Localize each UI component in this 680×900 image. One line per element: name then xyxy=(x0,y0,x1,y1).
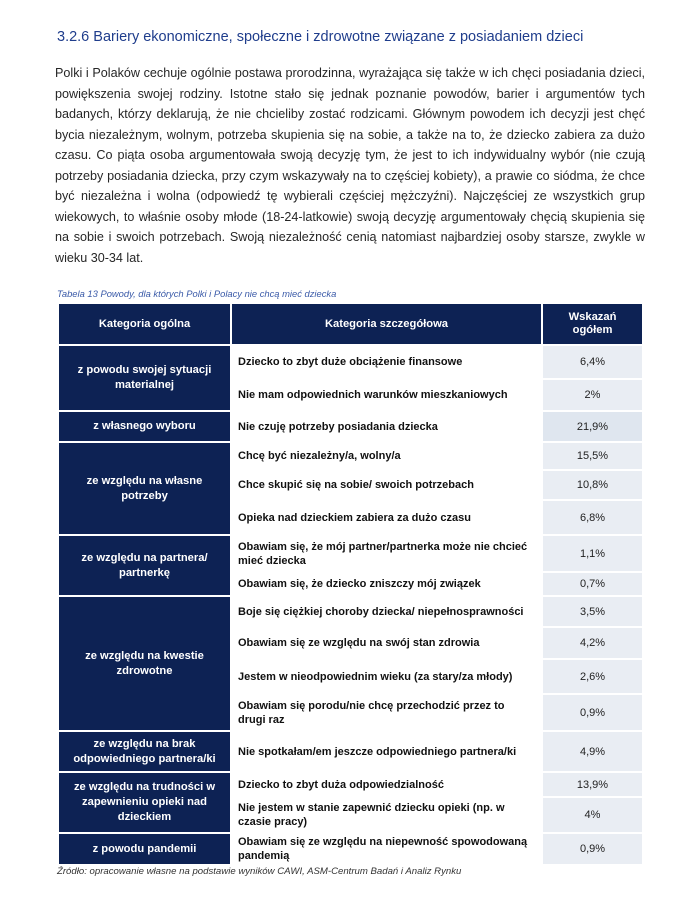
value-cell: 2% xyxy=(542,379,643,411)
value-cell: 3,5% xyxy=(542,596,643,627)
value-cell: 4,2% xyxy=(542,627,643,659)
detailed-category-cell: Obawiam się, że mój partner/partnerka może nie chcieć mieć dziecka xyxy=(231,535,542,572)
detailed-category-cell: Nie jestem w stanie zapewnić dziecku opieki (np. w czasie pracy) xyxy=(231,797,542,833)
value-cell: 13,9% xyxy=(542,772,643,797)
detailed-category-cell: Obawiam się porodu/nie chcę przechodzić przez to drugi raz xyxy=(231,694,542,731)
general-category-cell: ze względu na kwestie zdrowotne xyxy=(58,596,231,731)
value-cell: 4,9% xyxy=(542,731,643,772)
detailed-category-cell: Opieka nad dzieckiem zabiera za dużo czasu xyxy=(231,500,542,535)
detailed-category-cell: Obawiam się, że dziecko zniszczy mój związek xyxy=(231,572,542,596)
detailed-category-cell: Nie czuję potrzeby posiadania dziecka xyxy=(231,411,542,442)
detailed-category-cell: Obawiam się ze względu na niepewność spowodowaną pandemią xyxy=(231,833,542,865)
table-row xyxy=(58,535,643,572)
general-category-cell: ze względu na partnera/ partnerkę xyxy=(58,535,231,596)
value-cell: 4% xyxy=(542,797,643,833)
header-general-category: Kategoria ogólna xyxy=(58,303,231,345)
general-category-cell: z powodu swojej sytuacji materialnej xyxy=(58,345,231,411)
general-category-cell: z własnego wyboru xyxy=(58,411,231,442)
section-title: 3.2.6 Bariery ekonomiczne, społeczne i zdrowotne związane z posiadaniem dzieci xyxy=(57,29,584,45)
value-cell: 6,4% xyxy=(542,345,643,379)
table-header-row xyxy=(58,303,643,345)
table-row xyxy=(58,596,643,627)
value-cell: 0,9% xyxy=(542,833,643,865)
detailed-category-cell: Boje się ciężkiej choroby dziecka/ niepełnosprawności xyxy=(231,596,542,627)
table-row xyxy=(58,442,643,470)
detailed-category-cell: Jestem w nieodpowiednim wieku (za stary/za młody) xyxy=(231,659,542,694)
detailed-category-cell: Chce skupić się na sobie/ swoich potrzebach xyxy=(231,470,542,500)
detailed-category-cell: Obawiam się ze względu na swój stan zdrowia xyxy=(231,627,542,659)
detailed-category-cell: Nie mam odpowiednich warunków mieszkaniowych xyxy=(231,379,542,411)
value-cell: 1,1% xyxy=(542,535,643,572)
body-paragraph: Polki i Polaków cechuje ogólnie postawa prorodzinna, wyrażająca się także w ich chęci posiadania dzieci, powiększenia swojej rodziny. Istotne stało się jednak poznanie powodów, barier i argumentów tych badanych, którzy deklarują, że nie chcieliby zostać rodzicami. Głównym powodem ich decyzji jest chęć bycia niezależnym, wolnym, potrzeba skupienia się na sobie, a także na to, że dziecko zabiera za dużo czasu. Co piąta osoba argumentowała swoją decyzję tym, że jest to ich indywidualny wybór (nie czują potrzeby posiadania dziecka, przy czym wskazywały na to częściej kobiety), a prawie co siódma, że chce być niezależna i wolna (odpowiedź tę wybierali częściej mężczyźni). Najczęściej ze wszystkich grup wiekowych, to właśnie osoby młode (18-24-latkowie) swoją decyzję argumentowały chęcią skupienia się na sobie i swoich potrzebach. Swoją niezależność cenią natomiast najbardziej osoby starsze, zwykle w wieku 30-34 lat. xyxy=(55,66,645,265)
detailed-category-cell: Chcę być niezależny/a, wolny/a xyxy=(231,442,542,470)
table-caption: Tabela 13 Powody, dla których Polki i Polacy nie chcą mieć dziecka xyxy=(57,288,337,299)
general-category-cell: ze względu na własne potrzeby xyxy=(58,442,231,535)
detailed-category-cell: Dziecko to zbyt duża odpowiedzialność xyxy=(231,772,542,797)
general-category-cell: ze względu na trudności w zapewnieniu opieki nad dzieckiem xyxy=(58,772,231,833)
header-total-mentions: Wskazań ogółem xyxy=(542,303,643,345)
detailed-category-cell: Dziecko to zbyt duże obciążenie finansowe xyxy=(231,345,542,379)
reasons-table xyxy=(57,302,644,866)
value-cell: 0,7% xyxy=(542,572,643,596)
general-category-cell: ze względu na brak odpowiedniego partnera/ki xyxy=(58,731,231,772)
value-cell: 10,8% xyxy=(542,470,643,500)
value-cell: 2,6% xyxy=(542,659,643,694)
value-cell: 0,9% xyxy=(542,694,643,731)
header-detailed-category: Kategoria szczegółowa xyxy=(231,303,542,345)
general-category-cell: z powodu pandemii xyxy=(58,833,231,865)
table-row xyxy=(58,731,643,772)
table-row xyxy=(58,411,643,442)
table-row xyxy=(58,772,643,797)
detailed-category-cell: Nie spotkałam/em jeszcze odpowiedniego partnera/ki xyxy=(231,731,542,772)
value-cell: 15,5% xyxy=(542,442,643,470)
table-row xyxy=(58,345,643,379)
table-row xyxy=(58,833,643,865)
value-cell: 6,8% xyxy=(542,500,643,535)
source-note: Źródło: opracowanie własne na podstawie wyników CAWI, ASM-Centrum Badań i Analiz Rynku xyxy=(57,866,462,877)
value-cell: 21,9% xyxy=(542,411,643,442)
